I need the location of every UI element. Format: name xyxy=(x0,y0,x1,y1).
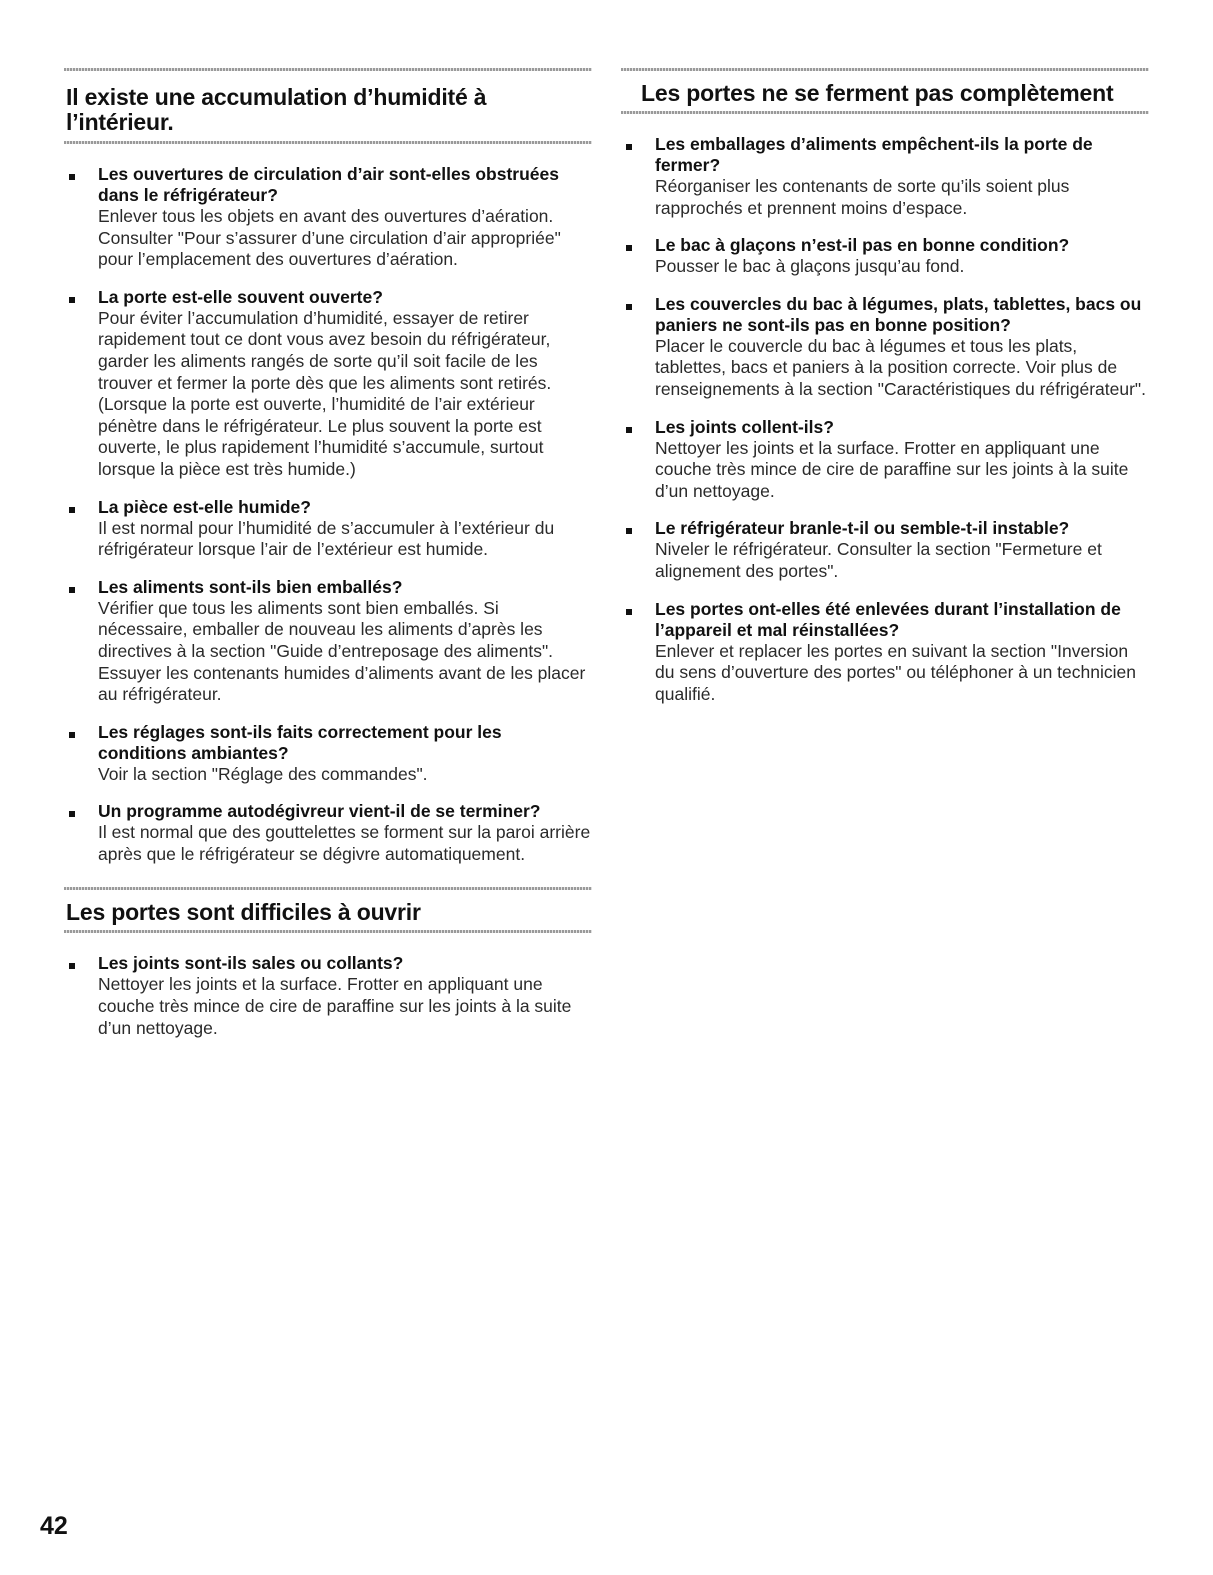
list-item xyxy=(64,164,592,271)
item-question: La pièce est-elle humide? xyxy=(98,496,311,517)
item-answer: Nettoyer les joints et la surface. Frotter en appliquant une couche très mince de cire de paraffine sur les joints à la suite d’un nettoyage. xyxy=(655,437,1129,501)
list-item xyxy=(621,294,1149,401)
item-answer: Niveler le réfrigérateur. Consulter la section "Fermeture et alignement des portes". xyxy=(655,539,1102,581)
square-bullet-icon xyxy=(69,174,75,180)
left-column xyxy=(64,68,592,1061)
square-bullet-icon xyxy=(69,732,75,738)
item-answer: Vérifier que tous les aliments sont bien emballés. Si nécessaire, emballer de nouveau les aliments d’après les directives à la section "Guide d’entreposage des aliments". Essuyer les contenants humides d’aliments avant de les placer au réfrigérateur. xyxy=(98,597,586,705)
list-item xyxy=(64,497,592,561)
item-answer: Il est normal pour l’humidité de s’accumuler à l’extérieur du réfrigérateur lorsque l’air de l’extérieur est humide. xyxy=(98,517,555,560)
square-bullet-icon xyxy=(69,811,75,817)
square-bullet-icon xyxy=(69,297,75,303)
list-item xyxy=(64,953,592,1039)
item-question: Les joints sont-ils sales ou collants? xyxy=(98,953,404,974)
item-answer: Voir la section "Réglage des commandes". xyxy=(98,763,428,784)
item-question: La porte est-elle souvent ouverte? xyxy=(98,286,383,307)
section-doors-not-closing xyxy=(621,68,1149,705)
item-question: Le réfrigérateur branle-t-il ou semble-t-il instable? xyxy=(655,518,1070,539)
item-answer: Réorganiser les contenants de sorte qu’ils soient plus rapprochés et prennent moins d’espace. xyxy=(655,176,1070,218)
list-item xyxy=(621,417,1149,503)
page-number: 42 xyxy=(40,1512,68,1540)
square-bullet-icon xyxy=(626,609,632,615)
list-item xyxy=(64,722,592,786)
section-doors-hard-to-open xyxy=(64,887,592,1039)
item-answer: Il est normal que des gouttelettes se forment sur la paroi arrière après que le réfrigérateur se dégivre automatiquement. xyxy=(98,822,591,864)
item-question: Les emballages d’aliments empêchent-ils la porte de fermer? xyxy=(655,134,1093,175)
square-bullet-icon xyxy=(69,507,75,513)
item-question: Le bac à glaçons n’est-il pas en bonne condition? xyxy=(655,235,1070,256)
item-question: Les ouvertures de circulation d’air sont-elles obstruées dans le réfrigérateur? xyxy=(98,164,559,205)
section-title: Les portes ne se ferment pas complètement xyxy=(641,80,1114,106)
section-title: Il existe une accumulation d’humidité à l’intérieur. xyxy=(66,84,487,135)
square-bullet-icon xyxy=(626,304,632,310)
list-item xyxy=(621,518,1149,582)
item-answer: Placer le couvercle du bac à légumes et tous les plats, tablettes, bacs et paniers à la position correcte. Voir plus de renseignements à la section "Caractéristiques du réfrigérateur". xyxy=(655,335,1146,399)
troubleshooting-list xyxy=(64,144,592,865)
item-question: Les couvercles du bac à légumes, plats, tablettes, bacs ou paniers ne sont-ils pas en bonne position? xyxy=(655,293,1142,335)
right-column xyxy=(621,68,1149,727)
troubleshooting-list xyxy=(64,933,592,1039)
square-bullet-icon xyxy=(69,963,75,969)
item-question: Les portes ont-elles été enlevées durant l’installation de l’appareil et mal réinstallées? xyxy=(655,598,1121,640)
square-bullet-icon xyxy=(69,587,75,593)
list-item xyxy=(621,235,1149,278)
list-item xyxy=(64,577,592,706)
list-item xyxy=(64,287,592,481)
item-answer: Nettoyer les joints et la surface. Frotter en appliquant une couche très mince de cire de paraffine sur les joints à la suite d’un nettoyage. xyxy=(98,974,572,1038)
list-item xyxy=(621,599,1149,706)
section-title: Les portes sont difficiles à ouvrir xyxy=(66,899,421,926)
item-question: Les aliments sont-ils bien emballés? xyxy=(98,576,403,597)
item-answer: Pousser le bac à glaçons jusqu’au fond. xyxy=(655,256,965,277)
item-answer: Enlever tous les objets en avant des ouvertures d’aération. Consulter "Pour s’assurer d’une circulation d’air appropriée" pour l’emplacement des ouvertures d’aération. xyxy=(98,206,561,270)
square-bullet-icon xyxy=(626,144,632,150)
troubleshooting-list xyxy=(621,114,1149,705)
section-moisture-inside xyxy=(64,68,592,865)
square-bullet-icon xyxy=(626,427,632,433)
square-bullet-icon xyxy=(626,245,632,251)
item-question: Un programme autodégivreur vient-il de se terminer? xyxy=(98,801,541,822)
list-item xyxy=(64,801,592,865)
item-question: Les joints collent-ils? xyxy=(655,416,834,437)
square-bullet-icon xyxy=(626,528,632,534)
list-item xyxy=(621,134,1149,219)
item-answer: Pour éviter l’accumulation d’humidité, essayer de retirer rapidement tout ce dont vous avez besoin du réfrigérateur, garder les aliments rangés de sorte qu’il soit facile de les trouver et fermer la porte dès que les aliments sont retirés. (Lorsque la porte est ouverte, l’humidité de l’air extérieur pénètre dans le réfrigérateur. Le plus souvent la porte est ouverte, le plus rapidement l’humidité s’accumule, surtout lorsque la pièce est très humide.) xyxy=(98,307,552,479)
item-answer: Enlever et replacer les portes en suivant la section "Inversion du sens d’ouverture des portes" ou téléphoner à un technicien qualifié. xyxy=(655,640,1136,704)
item-question: Les réglages sont-ils faits correctement pour les conditions ambiantes? xyxy=(98,721,502,763)
